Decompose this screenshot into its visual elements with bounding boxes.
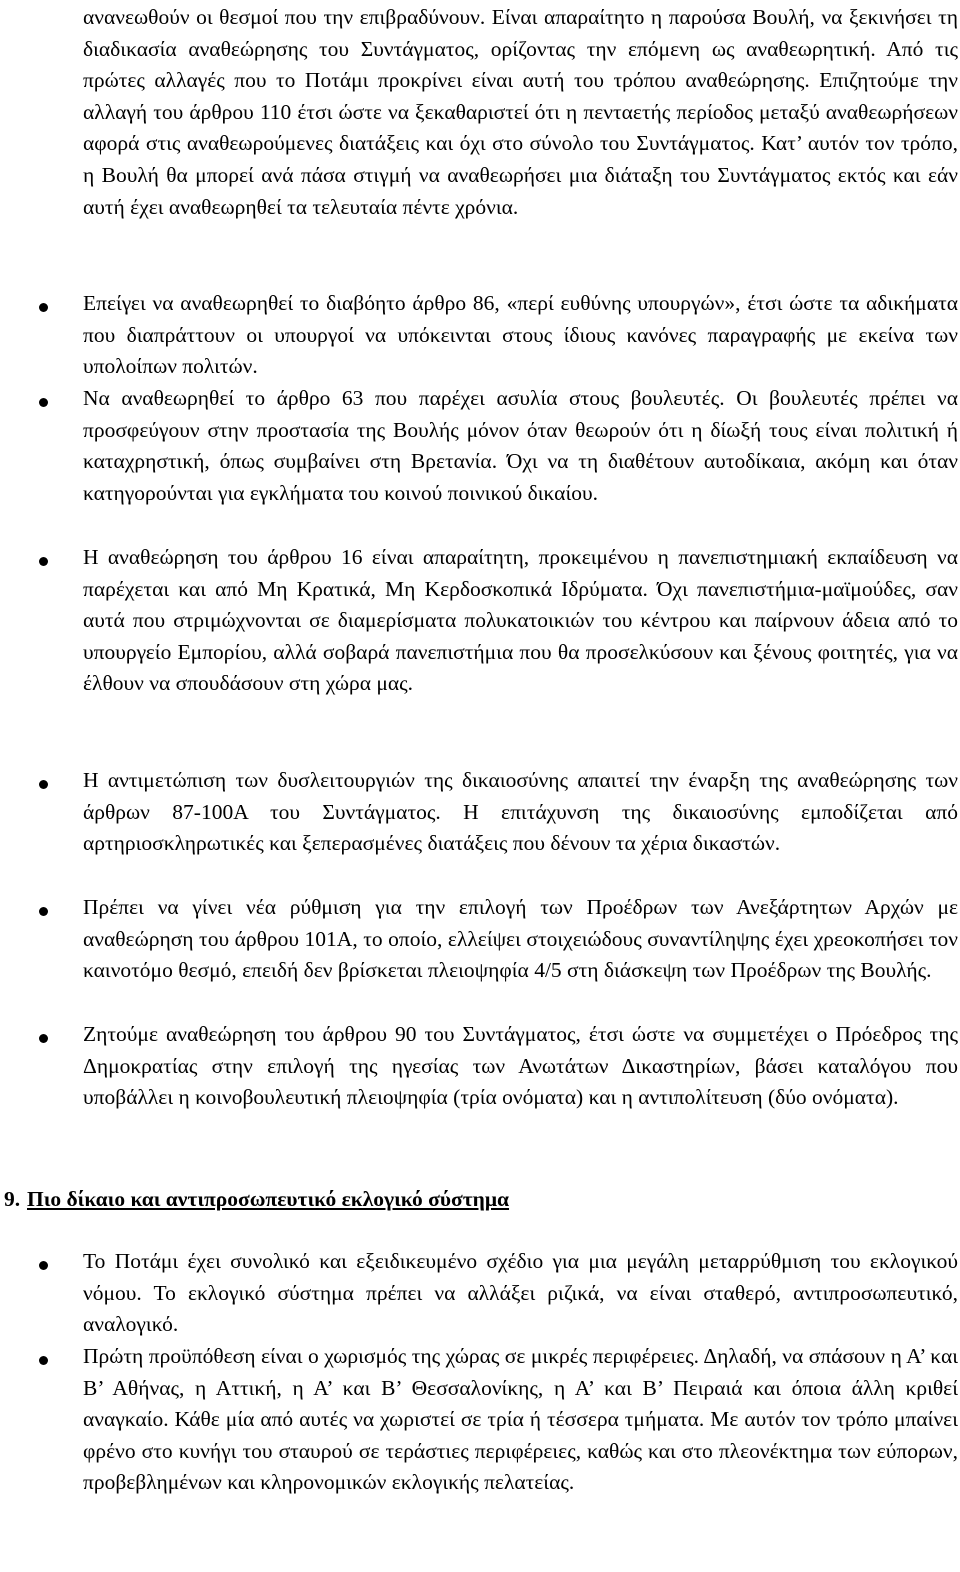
list-item: Να αναθεωρηθεί το άρθρο 63 που παρέχει ασυλία στους βουλευτές. Οι βουλευτές πρέπει να προσφεύγουν στην προστασία της Βουλής μόνον όταν θεωρούν ότι η δίωξή τους είναι πολιτική ή καταχρηστική, όπως συμβαίνει στη Βρετανία. Όχι να τη διαθέτουν αυτοδίκαια, ακόμη και όταν κατηγορούνται για εγκλήματα του κοινού ποινικού δικαίου. — [83, 386, 958, 505]
bullet-icon — [39, 398, 48, 407]
list-item: Ζητούμε αναθεώρηση του άρθρου 90 του Συντάγματος, έτσι ώστε να συμμετέχει ο Πρόεδρος της Δημοκρατίας στην επιλογή της ηγεσίας των Ανωτάτων Δικαστηρίων, βάσει καταλόγου που υποβάλλει η κοινοβουλευτική πλειοψηφία (τρία ονόματα) και η αντιπολίτευση (δύο ονόματα). — [83, 1022, 958, 1110]
list-item: Η αναθεώρηση του άρθρου 16 είναι απαραίτητη, προκειμένου η πανεπιστημιακή εκπαίδευση να παρέχεται και από Μη Κρατικά, Μη Κερδοσκοπικά Ιδρύματα. Όχι πανεπιστήμια-μαϊμούδες, σαν αυτά που στριμώχνονται σε διαμερίσματα πολυκατοικιών του κέντρου και παίρνουν άδεια από το υπουργείο Εμπορίου, αλλά σοβαρά πανεπιστήμια που θα προσελκύσουν και ξένους φοιτητές, για να έλθουν να σπουδάσουν στη χώρα μας. — [83, 545, 958, 696]
bullet-icon — [39, 557, 48, 566]
section-number: 9. — [4, 1187, 21, 1211]
bullet-icon — [39, 907, 48, 916]
bullet-icon — [39, 1356, 48, 1365]
bullet-icon — [39, 780, 48, 789]
list-item: Το Ποτάμι έχει συνολικό και εξειδικευμένο σχέδιο για μια μεγάλη μεταρρύθμιση του εκλογικού νόμου. Το εκλογικό σύστημα πρέπει να αλλάξει ριζικά, να είναι σταθερό, αντιπροσωπευτικό, αναλογικό. — [83, 1249, 958, 1337]
bullet-icon — [39, 303, 48, 312]
bullet-icon — [39, 1034, 48, 1043]
section-title: Πιο δίκαιο και αντιπροσωπευτικό εκλογικό σύστημα — [27, 1187, 510, 1211]
bullet-icon — [39, 1261, 48, 1270]
list-item: Η αντιμετώπιση των δυσλειτουργιών της δικαιοσύνης απαιτεί την έναρξη της αναθεώρησης των άρθρων 87-100Α του Συντάγματος. Η επιτάχυνση της δικαιοσύνης εμποδίζεται από αρτηριοσκληρωτικές και ξεπερασμένες διατάξεις που δένουν τα χέρια δικαστών. — [83, 768, 958, 856]
continuation-paragraph: ανανεωθούν οι θεσμοί που την επιβραδύνουν. Είναι απαραίτητο η παρούσα Βουλή, να ξεκινήσει τη διαδικασία αναθεώρησης του Συντάγματος, ορίζοντας την επόμενη ως αναθεωρητική. Από τις πρώτες αλλαγές που το Ποτάμι προκρίνει είναι αυτή του τρόπου αναθεώρησης. Επιζητούμε την αλλαγή του άρθρου 110 έτσι ώστε να ξεκαθαριστεί ότι η πενταετής περίοδος μεταξύ αναθεωρήσεων αφορά στις αναθεωρούμενες διατάξεις και όχι στο σύνολο του Συντάγματος. Κατ’ αυτόν τον τρόπο, η Βουλή θα μπορεί ανά πάσα στιγμή να αναθεωρήσει μια διάταξη του Συντάγματος εκτός και εάν αυτή έχει αναθεωρηθεί τα τελευταία πέντε χρόνια. — [83, 5, 958, 219]
section-heading — [4, 1184, 509, 1216]
list-item: Επείγει να αναθεωρηθεί το διαβόητο άρθρο 86, «περί ευθύνης υπουργών», έτσι ώστε τα αδικήματα που διαπράττουν οι υπουργοί να υπόκεινται στους ίδιους κανόνες παραγραφής με εκείνα των υπολοίπων πολιτών. — [83, 291, 958, 379]
list-item: Πρώτη προϋπόθεση είναι ο χωρισμός της χώρας σε μικρές περιφέρειες. Δηλαδή, να σπάσουν η Α’ και Β’ Αθήνας, η Αττική, η Α’ και Β’ Θεσσαλονίκης, η Α’ και Β’ Πειραιά και όποια άλλη κριθεί αναγκαίο. Κάθε μία από αυτές να χωριστεί σε τρία ή τέσσερα τμήματα. Με αυτόν τον τρόπο μπαίνει φρένο στο κυνήγι του σταυρού σε τεράστιες περιφέρειες, καθώς και στο πλεονέκτημα των εύπορων, προβεβλημένων και κληρονομικών εκλογικής πελατείας. — [83, 1344, 958, 1495]
list-item: Πρέπει να γίνει νέα ρύθμιση για την επιλογή των Προέδρων των Ανεξάρτητων Αρχών με αναθεώρηση του άρθρου 101Α, το οποίο, ελλείψει στοιχειώδους συναντίληψης έχει χρεοκοπήσει τον καινοτόμο θεσμό, επειδή δεν βρίσκεται πλειοψηφία 4/5 στη διάσκεψη των Προέδρων της Βουλής. — [83, 895, 958, 983]
